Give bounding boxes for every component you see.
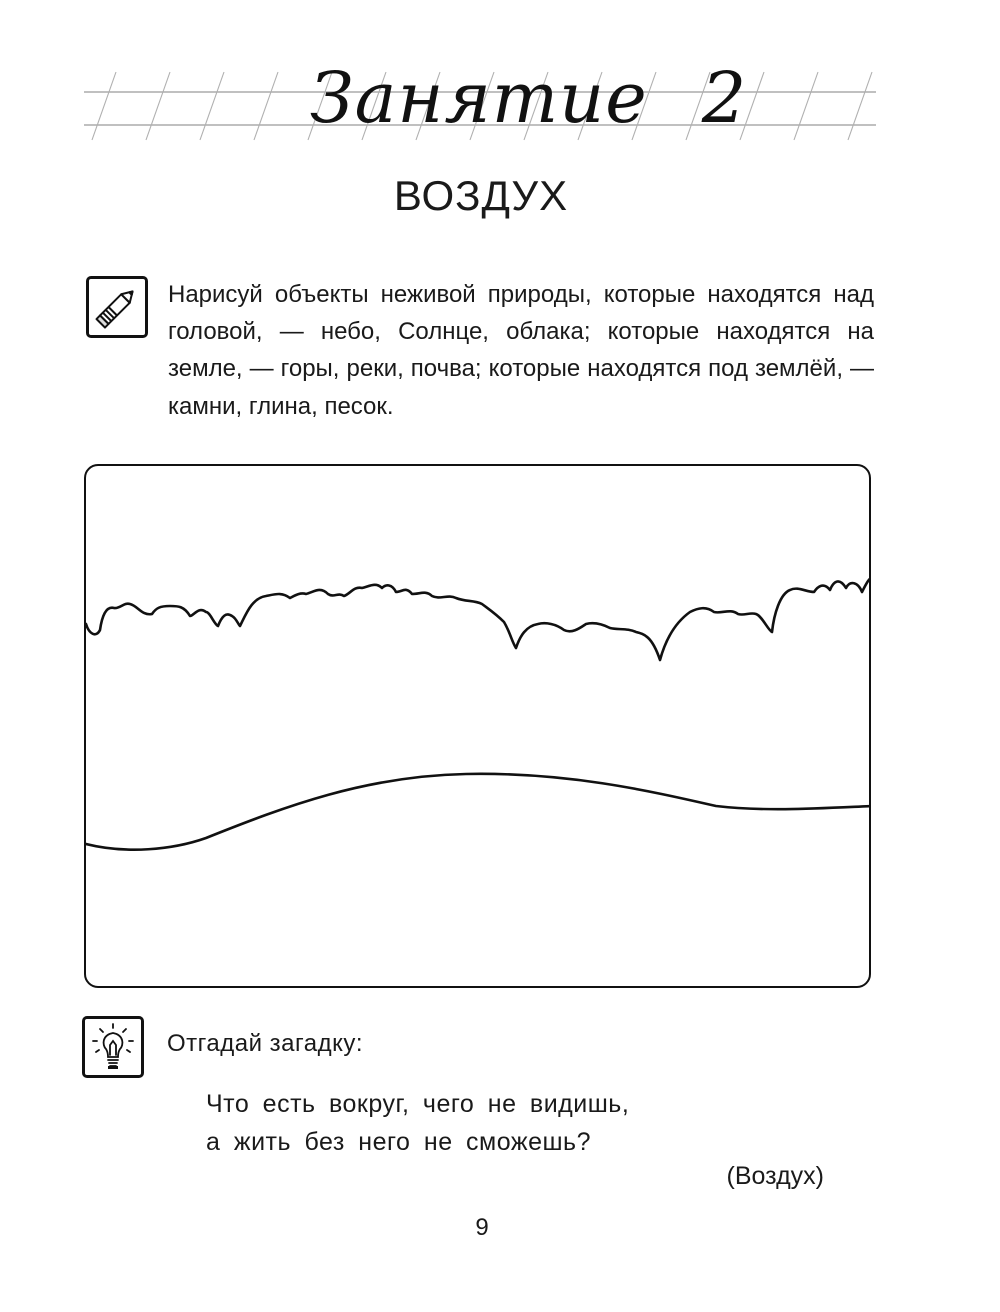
riddle-line-1: Что есть вокруг, чего не видишь, [206,1090,630,1118]
riddle-prompt: Отгадай загадку: [167,1030,364,1057]
guide-slant-line [146,72,170,140]
guide-slant-line [794,72,818,140]
task-icon-box [86,276,148,338]
lesson-title [310,58,747,138]
riddle-answer: (Воздух) [726,1162,824,1190]
guide-slant-line [254,72,278,140]
task-instruction: Нарисуй объекты неживой природы, которые находятся над головой, — небо, Солнце, облака; которые находятся на земле, — горы, реки, почва; которые находятся под землёй, — камни, глина, песок. [168,281,874,420]
lightbulb-icon [85,1019,141,1075]
guide-slant-line [848,72,872,140]
lesson-number: 2 [701,57,748,139]
pencil-icon [89,279,145,335]
drawing-frame[interactable] [84,464,871,988]
section-title: ВОЗДУХ [393,172,569,219]
guide-slant-line [200,72,224,140]
lesson-word: Занятие [310,57,648,139]
treeline-sky-boundary [86,578,871,660]
guide-slant-line [92,72,116,140]
ground-underground-boundary [86,774,871,850]
riddle-line-2: а жить без него не сможешь? [206,1128,591,1156]
page-number: 9 [475,1214,489,1241]
riddle-icon-box [82,1016,144,1078]
